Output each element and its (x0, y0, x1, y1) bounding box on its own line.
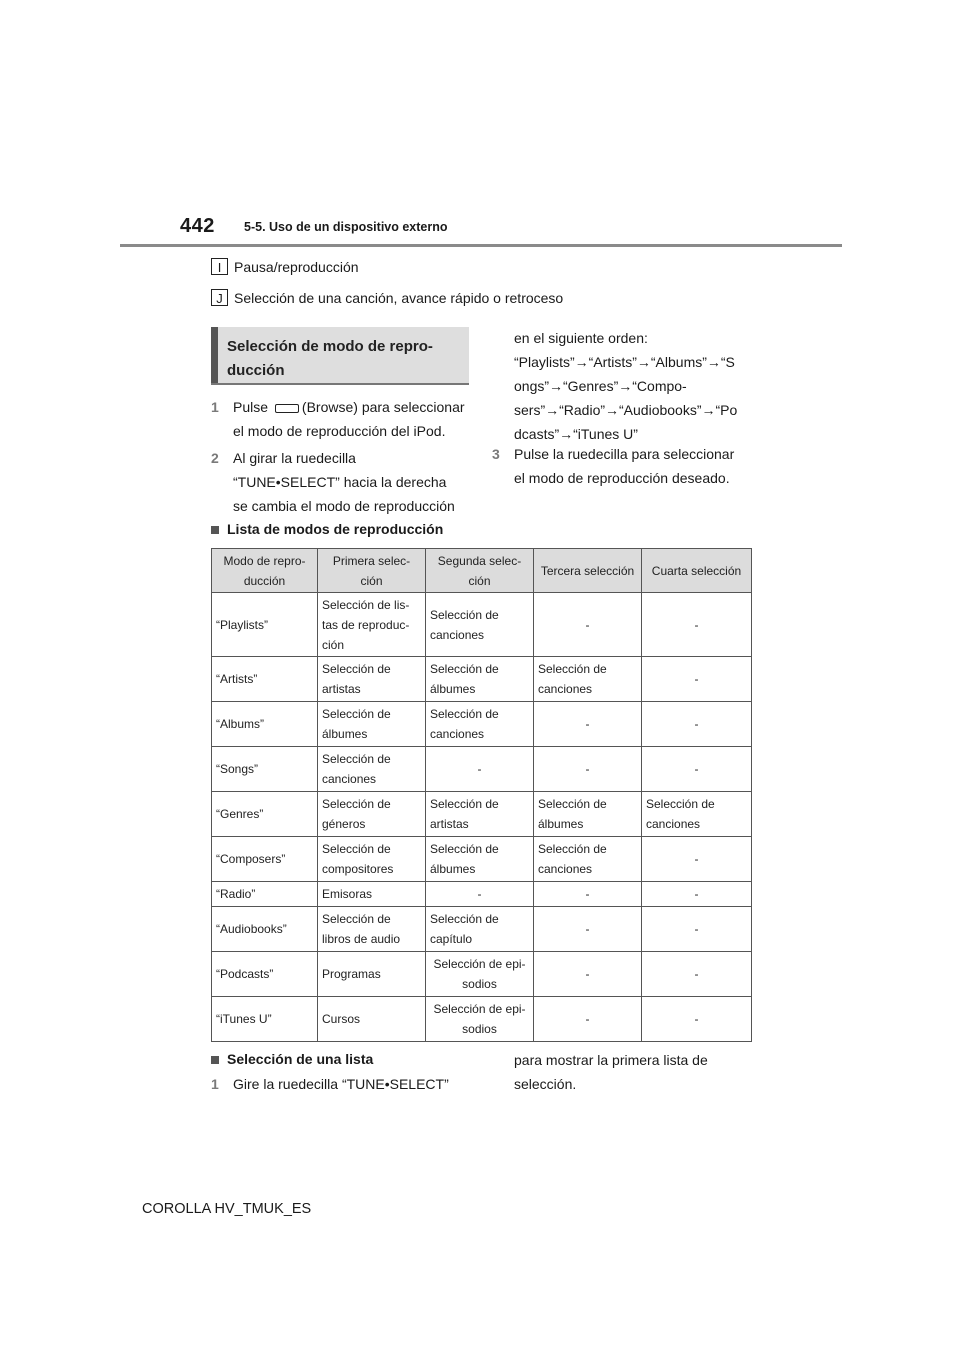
table-cell (212, 593, 318, 657)
table-cell (212, 882, 318, 907)
table-cell (534, 657, 642, 702)
cell-line: Selección de (430, 797, 499, 811)
step-3-line: Pulse la ruedecilla para seleccionar (514, 446, 735, 462)
table-cell (642, 593, 752, 657)
section-title: 5-5. Uso de un dispositivo externo (244, 220, 448, 234)
cell-line: - (694, 717, 699, 731)
cell-line: Selección de (322, 842, 391, 856)
list-continuation-line: selección. (514, 1076, 577, 1092)
cell-line: Selección de epi- (433, 1002, 526, 1016)
cell-line: “Genres” (216, 807, 264, 821)
cell-line: “Albums” (216, 717, 265, 731)
step-1 (211, 395, 503, 443)
table-cell (318, 837, 426, 882)
cell-line: ción (322, 637, 345, 652)
cell-line: géneros (322, 817, 366, 831)
table-cell (212, 952, 318, 997)
table-title: Lista de modos de reproducción (227, 521, 444, 537)
cell-line: álbumes (322, 727, 368, 741)
table-cell (642, 837, 752, 882)
table-cell (426, 837, 534, 882)
table-cell (534, 702, 642, 747)
step-2-line: “TUNE•SELECT” hacia la derecha (233, 474, 447, 490)
table-row (212, 702, 752, 747)
table-cell (642, 952, 752, 997)
cell-line: Cursos (322, 1012, 361, 1026)
cell-line: Selección de (430, 607, 499, 622)
table-row (212, 952, 752, 997)
cell-line: “Audiobooks” (216, 922, 287, 936)
header-cell-line: Tercera selección (540, 563, 635, 578)
cell-line: Emisoras (322, 887, 373, 901)
cell-line: - (694, 887, 699, 901)
cell-line: tas de reproduc- (322, 617, 410, 632)
cell-line: álbumes (538, 817, 584, 831)
cell-line: - (694, 922, 699, 936)
table-cell (318, 952, 426, 997)
cell-line: - (477, 887, 482, 901)
table-cell (318, 907, 426, 952)
cell-line: Selección de (646, 797, 715, 811)
mode-order-line: dcasts”→“iTunes U” (514, 426, 638, 442)
table-cell (642, 747, 752, 792)
cell-line: canciones (538, 862, 593, 876)
cell-line: “Composers” (216, 852, 286, 866)
table-cell (642, 702, 752, 747)
table-cell (426, 747, 534, 792)
page-number: 442 (180, 215, 215, 237)
cell-line: - (694, 967, 699, 981)
step-2-line: Al girar la ruedecilla (233, 450, 356, 466)
table-cell (534, 997, 642, 1042)
table-cell (534, 747, 642, 792)
table-row (212, 792, 752, 837)
table-header-cell (318, 549, 426, 593)
step-1-pre: Pulse (233, 399, 269, 415)
cell-line: álbumes (430, 682, 476, 696)
cell-line: canciones (430, 627, 485, 642)
header-divider (120, 244, 842, 247)
table-cell (642, 882, 752, 907)
table-cell (426, 882, 534, 907)
table-cell (426, 792, 534, 837)
cell-line: artistas (322, 682, 361, 696)
step-1-line2: el modo de reproducción del iPod. (233, 423, 446, 439)
list-subheading (211, 1051, 373, 1067)
section-heading-box (211, 327, 469, 384)
legend-text-j: Selección de una canción, avance rápido o retroceso (234, 289, 564, 306)
header-cell-line: ción (360, 573, 383, 588)
table-row (212, 593, 752, 657)
table-header-cell (212, 549, 318, 593)
cell-line: Selección de (322, 912, 391, 926)
cell-line: - (585, 717, 590, 731)
cell-line: Selección de (538, 662, 607, 676)
list-step-1 (211, 1072, 513, 1096)
cell-line: - (585, 1012, 590, 1026)
list-step-1-number: 1 (211, 1076, 219, 1092)
table-cell (318, 747, 426, 792)
cell-line: “Playlists” (216, 617, 269, 632)
table-cell (212, 997, 318, 1042)
cell-line: - (585, 887, 590, 901)
table-cell (318, 792, 426, 837)
cell-line: “Radio” (216, 887, 256, 901)
table-cell (318, 593, 426, 657)
mode-order-line: en el siguiente orden: (514, 330, 648, 346)
table-cell (534, 882, 642, 907)
header-cell-line: ción (468, 573, 491, 588)
table-cell (318, 882, 426, 907)
table-cell (426, 593, 534, 657)
key-label-i: I (211, 258, 228, 275)
cell-line: sodios (462, 1022, 497, 1036)
cell-line: “Artists” (216, 672, 258, 686)
table-cell (318, 702, 426, 747)
step-2 (211, 446, 503, 518)
cell-line: canciones (646, 817, 701, 831)
cell-line: canciones (430, 727, 485, 741)
table-cell (534, 792, 642, 837)
table-cell (318, 657, 426, 702)
table-cell (426, 997, 534, 1042)
step-2-number: 2 (211, 450, 219, 466)
list-step-1-text: Gire la ruedecilla “TUNE•SELECT” (233, 1076, 449, 1092)
cell-line: - (585, 922, 590, 936)
cell-line: canciones (322, 772, 377, 786)
table-cell (212, 702, 318, 747)
step-1-post: (Browse) para seleccionar (301, 399, 465, 415)
table-cell (534, 837, 642, 882)
cell-line: Selección de epi- (433, 957, 526, 971)
list-continuation-line: para mostrar la primera lista de (514, 1052, 708, 1068)
header-cell-line: Segunda selec- (437, 553, 522, 568)
list-title: Selección de una lista (227, 1051, 374, 1067)
cell-line: “Songs” (216, 762, 259, 776)
cell-line: Selección de (430, 912, 499, 926)
heading-line-2: ducción (227, 362, 285, 379)
mode-order-text (514, 326, 764, 446)
table-cell (212, 837, 318, 882)
table-row (212, 747, 752, 792)
square-bullet-icon (211, 1056, 219, 1064)
cell-line: libros de audio (322, 932, 401, 946)
list-continuation (514, 1048, 764, 1096)
header-cell-line: Modo de repro- (223, 553, 306, 568)
table-cell (534, 907, 642, 952)
table-cell (212, 657, 318, 702)
table-subheading (211, 521, 443, 537)
table-row (212, 907, 752, 952)
square-bullet-icon (211, 526, 219, 534)
cell-line: - (585, 617, 590, 632)
header-cell-line: Primera selec- (332, 553, 411, 568)
table-header-cell (642, 549, 752, 593)
table-header-row (212, 549, 752, 593)
cell-line: - (694, 672, 699, 686)
table-cell (426, 657, 534, 702)
legend-text-i: Pausa/reproducción (234, 258, 359, 275)
table-cell (426, 907, 534, 952)
table-cell (642, 997, 752, 1042)
cell-line: Selección de (430, 707, 499, 721)
cell-line: Selección de (538, 842, 607, 856)
table-header-cell (426, 549, 534, 593)
cell-line: artistas (430, 817, 469, 831)
cell-line: - (585, 967, 590, 981)
cell-line: - (585, 762, 590, 776)
header-cell-line: Cuarta selección (651, 563, 742, 578)
browse-button-icon (275, 404, 299, 413)
heading-underline (211, 383, 469, 385)
table-cell (426, 952, 534, 997)
cell-line: - (694, 762, 699, 776)
cell-line: - (477, 762, 482, 776)
mode-order-line: ongs”→“Genres”→“Compo- (514, 378, 687, 394)
cell-line: Selección de (322, 797, 391, 811)
table-header-cell (534, 549, 642, 593)
key-label-j: J (211, 289, 228, 306)
table-cell (212, 747, 318, 792)
cell-line: álbumes (430, 862, 476, 876)
cell-line: Selección de (538, 797, 607, 811)
cell-line: Selección de (430, 842, 499, 856)
table-cell (534, 593, 642, 657)
heading-line-1: Selección de modo de repro- (227, 338, 433, 355)
legend-item-i (211, 258, 359, 275)
header-cell-line: ducción (243, 573, 286, 588)
step-1-number: 1 (211, 399, 219, 415)
playback-modes-table (211, 548, 752, 1042)
cell-line: - (694, 617, 699, 632)
mode-order-line: “Playlists”→“Artists”→“Albums”→“S (514, 354, 735, 370)
cell-line: sodios (462, 977, 497, 991)
table-cell (642, 907, 752, 952)
table-row (212, 657, 752, 702)
table-cell (212, 792, 318, 837)
cell-line: Selección de (322, 707, 391, 721)
cell-line: - (694, 852, 699, 866)
cell-line: Programas (322, 967, 381, 981)
cell-line: Selección de (430, 662, 499, 676)
step-3 (492, 442, 784, 490)
step-3-number: 3 (492, 446, 500, 462)
step-2-line: se cambia el modo de reproducción (233, 498, 455, 514)
footer-model-code: COROLLA HV_TMUK_ES (142, 1201, 312, 1217)
table-cell (318, 997, 426, 1042)
table-cell (642, 657, 752, 702)
cell-line: compositores (322, 862, 394, 876)
cell-line: canciones (538, 682, 593, 696)
table-row (212, 882, 752, 907)
table-row (212, 837, 752, 882)
table-cell (212, 907, 318, 952)
cell-line: “iTunes U” (216, 1012, 272, 1026)
table-row (212, 997, 752, 1042)
cell-line: Selección de lis- (322, 597, 410, 612)
cell-line: - (694, 1012, 699, 1026)
legend-item-j (211, 289, 563, 306)
cell-line: capítulo (430, 932, 473, 946)
step-3-line: el modo de reproducción deseado. (514, 470, 730, 486)
cell-line: Selección de (322, 752, 391, 766)
mode-order-line: sers”→“Radio”→“Audiobooks”→“Po (514, 402, 738, 418)
table-cell (534, 952, 642, 997)
table-cell (426, 702, 534, 747)
cell-line: Selección de (322, 662, 391, 676)
table-cell (642, 792, 752, 837)
cell-line: “Podcasts” (216, 967, 274, 981)
